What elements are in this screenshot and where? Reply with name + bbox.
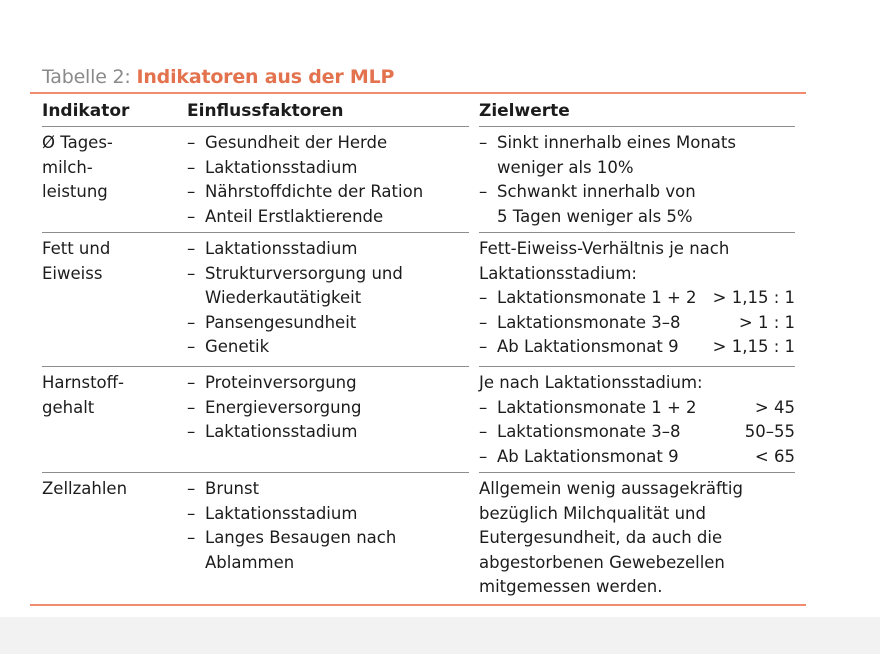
header-einflussfaktoren: Einflussfaktoren bbox=[187, 101, 344, 121]
cell-indikator bbox=[42, 237, 174, 286]
ziel-list bbox=[479, 131, 795, 229]
ziel-text: bezüglich Milchqualität und bbox=[479, 503, 706, 523]
einfluss-text: – Pansengesundheit bbox=[205, 312, 357, 332]
ziel-value-row bbox=[479, 286, 795, 311]
ziel-value-row bbox=[479, 311, 795, 336]
einfluss-text: – Nährstoffdichte der Ration bbox=[205, 182, 424, 202]
einfluss-list bbox=[187, 371, 469, 445]
einfluss-list bbox=[187, 477, 469, 575]
ziel-value-row bbox=[479, 445, 795, 470]
einfluss-item bbox=[187, 205, 469, 230]
table-caption bbox=[30, 62, 806, 92]
table-row bbox=[30, 367, 806, 473]
cell-indikator bbox=[42, 477, 174, 502]
einfluss-text: – Brunst bbox=[205, 479, 260, 498]
cell-zielwerte bbox=[479, 477, 795, 600]
table-row bbox=[30, 127, 806, 233]
einfluss-text: – Laktationsstadium bbox=[205, 422, 358, 442]
einfluss-text: – Laktationsstadium bbox=[205, 157, 358, 177]
einfluss-item bbox=[187, 420, 469, 445]
ziel-text: mitgemessen werden. bbox=[479, 577, 663, 597]
ziel-text: Eutergesundheit, da auch die bbox=[479, 528, 723, 548]
ziel-value-row bbox=[479, 396, 795, 421]
cell-einflussfaktoren bbox=[187, 371, 469, 445]
einfluss-text: – Laktationsstadium bbox=[205, 503, 358, 523]
ziel-value-number: > 1,15 : 1 bbox=[712, 337, 795, 357]
einfluss-text: – Genetik bbox=[205, 337, 270, 357]
ziel-item-text: weniger als 10% bbox=[497, 157, 634, 177]
einfluss-item bbox=[187, 371, 469, 396]
einfluss-text: – Anteil Erstlaktierende bbox=[205, 206, 384, 226]
header-indikator: Indikator bbox=[42, 101, 130, 121]
einfluss-item bbox=[187, 526, 469, 575]
ziel-value-number: > 1,15 : 1 bbox=[712, 288, 795, 308]
ziel-text: Laktationsstadium: bbox=[479, 263, 637, 283]
ziel-value-label: Laktationsmonate 3–8 bbox=[497, 422, 681, 442]
ziel-value-label: Ab Laktationsmonat 9 bbox=[497, 446, 679, 466]
einfluss-list bbox=[187, 131, 469, 229]
einfluss-text: – Strukturversorgung und bbox=[205, 263, 403, 283]
table-caption-label: Tabelle 2: bbox=[42, 66, 137, 88]
einfluss-item bbox=[187, 131, 469, 156]
indicator-table bbox=[30, 62, 806, 606]
ziel-text: abgestorbenen Gewebezellen bbox=[479, 552, 725, 572]
ziel-item bbox=[479, 131, 795, 180]
ziel-value-number: > 1 : 1 bbox=[738, 312, 795, 332]
einfluss-item bbox=[187, 237, 469, 262]
einfluss-item bbox=[187, 180, 469, 205]
ziel-value-label: Laktationsmonate 1 + 2 bbox=[497, 288, 697, 308]
ziel-value-number: > 45 bbox=[754, 397, 795, 417]
table-header-row bbox=[30, 94, 806, 127]
ziel-value-row bbox=[479, 420, 795, 445]
cell-einflussfaktoren bbox=[187, 477, 469, 575]
einfluss-text: – Energieversorgung bbox=[205, 397, 362, 417]
ziel-text: Allgemein wenig aussagekräftig bbox=[479, 479, 743, 498]
einfluss-item bbox=[187, 156, 469, 181]
ziel-text: Fett-Eiweiss-Verhältnis je nach bbox=[479, 239, 730, 258]
cell-zielwerte bbox=[479, 131, 795, 229]
indikator-line: Eiweiss bbox=[42, 263, 103, 283]
ziel-item-text: 5 Tagen weniger als 5% bbox=[497, 206, 693, 226]
ziel-item-text: – Sinkt innerhalb eines Monats bbox=[497, 133, 736, 152]
table-row bbox=[30, 233, 806, 367]
page-bottom-band bbox=[0, 617, 880, 654]
cell-indikator bbox=[42, 371, 174, 420]
table-body bbox=[30, 127, 806, 604]
table-caption-title: Indikatoren aus der MLP bbox=[136, 66, 395, 88]
ziel-value-number: 50–55 bbox=[744, 422, 795, 442]
indikator-line: Zellzahlen bbox=[42, 479, 128, 498]
ziel-value-label: Ab Laktationsmonat 9 bbox=[497, 337, 679, 357]
cell-einflussfaktoren bbox=[187, 131, 469, 229]
indikator-line: gehalt bbox=[42, 397, 95, 417]
einfluss-item bbox=[187, 502, 469, 527]
table-row bbox=[30, 473, 806, 604]
ziel-text: Je nach Laktationsstadium: bbox=[479, 373, 703, 392]
cell-indikator bbox=[42, 131, 174, 205]
header-zielwerte: Zielwerte bbox=[479, 101, 570, 121]
einfluss-text: – Laktationsstadium bbox=[205, 239, 358, 258]
einfluss-item bbox=[187, 262, 469, 311]
einfluss-text: Ablammen bbox=[205, 552, 295, 572]
indikator-line: leistung bbox=[42, 182, 108, 202]
ziel-value-row bbox=[479, 335, 795, 360]
ziel-value-label: Laktationsmonate 1 + 2 bbox=[497, 397, 697, 417]
einfluss-text: – Langes Besaugen nach bbox=[205, 528, 397, 548]
einfluss-item bbox=[187, 396, 469, 421]
cell-zielwerte bbox=[479, 371, 795, 469]
einfluss-item bbox=[187, 311, 469, 336]
ziel-value-number: < 65 bbox=[754, 446, 795, 466]
einfluss-item bbox=[187, 335, 469, 360]
einfluss-text: – Gesundheit der Herde bbox=[205, 133, 388, 152]
cell-einflussfaktoren bbox=[187, 237, 469, 360]
einfluss-text: Wiederkautätigkeit bbox=[205, 288, 362, 308]
indikator-line: Fett und bbox=[42, 239, 111, 258]
einfluss-list bbox=[187, 237, 469, 360]
bottom-rule bbox=[30, 604, 806, 606]
indikator-line: Ø Tages- bbox=[42, 133, 113, 152]
einfluss-text: – Proteinversorgung bbox=[205, 373, 357, 392]
ziel-value-label: Laktationsmonate 3–8 bbox=[497, 312, 681, 332]
ziel-item bbox=[479, 180, 795, 229]
indikator-line: milch- bbox=[42, 157, 93, 177]
ziel-item-text: – Schwankt innerhalb von bbox=[497, 182, 696, 202]
einfluss-item bbox=[187, 477, 469, 502]
indikator-line: Harnstoff- bbox=[42, 373, 124, 392]
cell-zielwerte bbox=[479, 237, 795, 360]
